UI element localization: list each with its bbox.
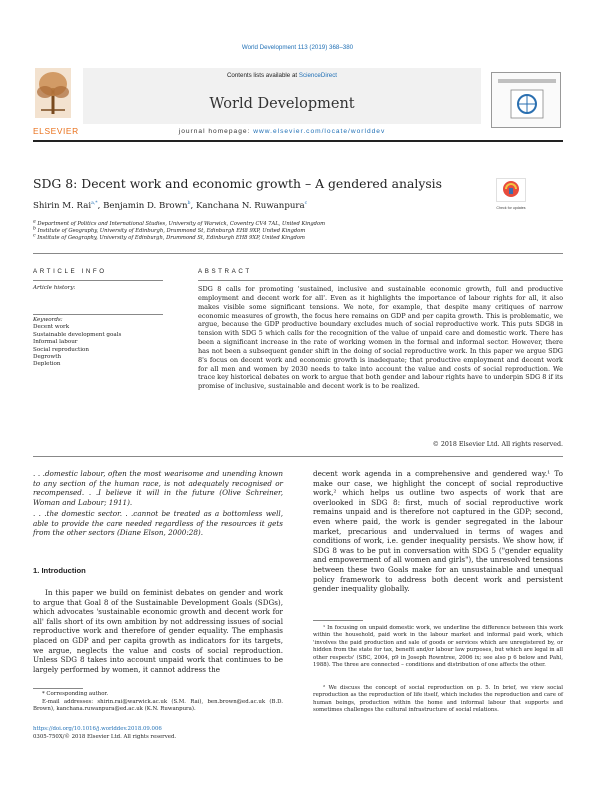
footnote-1: ¹ In focusing on unpaid domestic work, we underline the difference between this work within the household, paid work in the labour market and informal paid work, which 'involves the paid production and sale of goods or services which are unregistered by, or hidden from the state for tax, benefit and/or labour law purposes, but which are legal in all other respects' (SBC, 2004, p9 in Joseph Rowntree, 2006 ix; see also p 6 below and Pahl, 1988). The three are connected – conditions and distribution of one affects the other. [313, 625, 563, 669]
author-3-sup[interactable]: c [304, 201, 308, 207]
author-list: Shirin M. Rai$^{a,*}$, Benjamin D. Brown$^b$, Kanchana N. Ruwanpura$^c$ [33, 201, 308, 211]
author-1-name: Shirin M. Rai [33, 201, 92, 211]
homepage-prefix: journal homepage: [178, 128, 251, 135]
homepage-line [83, 128, 481, 135]
epigraph-schreiner: . . .domestic labour, often the most wearisome and unending known to any section of the human race, is not adequately recognised or recompensed. . .I believe it will in the future (Olive Schreiner, Woman and Labour; 1911). [33, 469, 283, 507]
affiliation-b: $^b$ Institute of Geography, University of Edinburgh, Drummond St, Edinburgh EH8 9XP, United Kingdom [33, 226, 306, 235]
header-band [33, 60, 563, 136]
keyword-item: Sustainable development goals [33, 331, 122, 338]
keywords-label: Keywords: [33, 317, 63, 323]
keywords-block [33, 317, 163, 369]
author-2-sup[interactable]: b [187, 201, 191, 207]
journal-cover [491, 72, 561, 128]
elsevier-tree-icon [33, 66, 73, 122]
homepage-link[interactable]: www.elsevier.com/locate/worlddev [253, 128, 386, 135]
email-addresses[interactable]: E-mail addresses: shirin.rai@warwick.ac.uk (S.M. Rai), ben.brown@ed.ac.uk (B.D. Brown), kanchana.ruwanpura@ed.ac.uk (K.N. Ruwanpura). [33, 699, 283, 713]
right-column-paragraph: decent work agenda in a comprehensive and gendered way.¹ To make our case, we highlight the concept of social reproductive work,² which helps us outline two aspects of work that are overlooked in SDG 8: first, much of social reproductive work remains unpaid and is therefore not captured in the GDP; second, even where paid, the work is gender segregated in the labour market, precarious and undervalued in terms of wages and conditions of work, i.e. gender inequality persists. We show how, if SDG 8 was to be put in conversation with SDG 5 ("gender equality and empowerment of all women and girls"), the unresolved tensions between these two Goals make for an unsustainable and unequal policy framework to address both decent work and persistent gender inequality globally. [313, 469, 563, 594]
journal-banner [83, 68, 481, 124]
doi-link[interactable]: https://doi.org/10.1016/j.worlddev.2018.09.006 [33, 726, 162, 732]
journal-reference[interactable]: World Development 113 (2019) 368–380 [241, 44, 354, 51]
article-history-label: Article history: [33, 285, 76, 291]
abstract-copyright: © 2018 Elsevier Ltd. All rights reserved. [432, 441, 563, 448]
keyword-item: Social reproduction [33, 346, 89, 353]
issn-copyright: 0305-750X/© 2018 Elsevier Ltd. All rights reserved. [33, 734, 177, 740]
keyword-item: Decent work [33, 324, 70, 331]
epigraph-elson: . . .the domestic sector. . .cannot be treated as a bottomless well, able to provide the care needed regardless of the resources it gets from the other sectors (Diane Elson, 2000:28). [33, 509, 283, 538]
corresponding-author-note: * Corresponding author. [42, 691, 109, 697]
keyword-item: Informal labour [33, 339, 78, 346]
journal-title: World Development [209, 96, 355, 112]
article-title: SDG 8: Decent work and economic growth – A gendered analysis [33, 176, 442, 191]
affiliations [33, 221, 473, 243]
check-for-updates-badge[interactable] [496, 178, 526, 212]
contents-line [83, 72, 481, 79]
keyword-item: Degrowth [33, 354, 62, 361]
sciencedirect-link[interactable]: ScienceDirect [298, 72, 338, 79]
contents-prefix: Contents lists available at [226, 72, 298, 79]
abstract-text: SDG 8 calls for promoting 'sustained, inclusive and sustainable economic growth, full and productive employment and decent work for all'. Even as it highlights the importance of labour rights for all, it also makes visible some significant tensions. We note, for example, that despite many critiques of narrow economic measures of growth, the focus here remains on GDP and per capita growth. This is problematic, we argue, because the GDP productive boundary excludes much of social reproductive work. This puts SDG8 in tension with SDG 5 which calls for the recognition of the value of unpaid care and domestic work. There has been a significant increase in the rate of working women in the formal and informal sector. However, there has not been a subsequent gender shift in the doing of social reproductive work. In this paper we argue SDG 8's focus on decent work and economic growth is inadequate; that productive employment and decent work for all men and women by 2030 needs to take into account the value and costs of social reproduction. We trace key historical debates on work to argue that both gender and labour rights have to underpin SDG 8 if its promise of inclusive, sustainable and decent work is to be realized. [198, 285, 563, 391]
affiliation-c: $^c$ Institute of Geography, University of Edinburgh, Drummond St, Edinburgh EH8 9XP, United Kingdom [33, 233, 305, 242]
introduction-paragraph: In this paper we build on feminist debates on gender and work to argue that Goal 8 of the Sustainable Development Goals (SDGs), which advocates 'sustainable economic growth and decent work for all' falls short of its own ambition by not addressing issues of social reproductive work and therefore of gender equality. The emphasis placed on GDP and per capita growth as indicators for its targets, we argue, neglects the value and costs of social reproduction. Unless SDG 8 takes into account unpaid work that continues to be largely performed by women, it cannot address the [33, 588, 283, 674]
author-1-sup[interactable]: a,* [91, 201, 98, 207]
elsevier-wordmark: ELSEVIER [33, 126, 79, 136]
check-updates-label: Check for updates [496, 206, 526, 210]
cover-emblem-icon [510, 89, 544, 119]
check-updates-icon [496, 178, 526, 202]
author-2-name: Benjamin D. Brown [103, 201, 188, 211]
keyword-item: Depletion [33, 361, 61, 368]
section-heading-introduction: 1. Introduction [33, 566, 86, 575]
abstract-heading: ABSTRACT [198, 268, 252, 275]
article-info-heading: ARTICLE INFO [33, 268, 107, 275]
author-3-name: Kanchana N. Ruwanpura [195, 201, 305, 211]
footnote-2: ² We discuss the concept of social reproduction on p. 5. In brief, we view social reproduction as the reproduction of life itself, which includes the reproduction and care of human beings, production within the home and informal labour that supports and sometimes challenges the cultural infrastructure of social relations. [313, 685, 563, 714]
elsevier-logo [33, 66, 79, 136]
affiliation-a: $^a$ Department of Politics and International Studies, University of Warwick, Coventry CV4 7AL, United Kingdom [33, 219, 326, 227]
